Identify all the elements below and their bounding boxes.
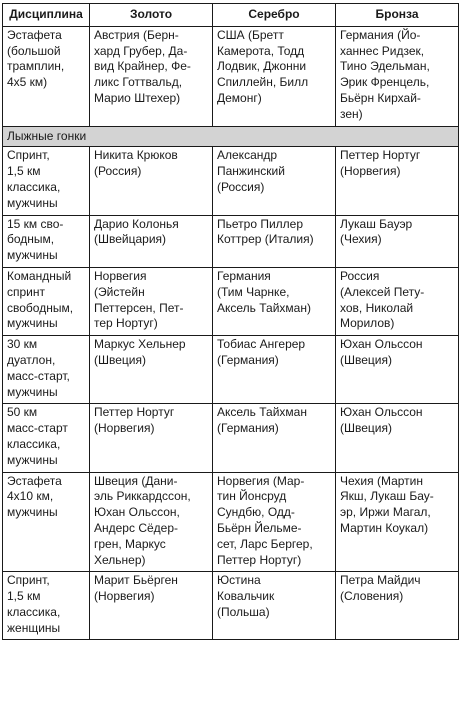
bronze-cell: Юхан Ольссон (Швеция) <box>336 404 459 472</box>
bronze-cell: Петра Майдич (Словения) <box>336 572 459 640</box>
table-row <box>3 147 459 215</box>
discipline-cell: 50 км масс-старт классика, мужчины <box>3 404 90 472</box>
discipline-cell: 15 км сво- бодным, мужчины <box>3 215 90 267</box>
bronze-cell: Россия (Алексей Пету- хов, Николай Морилов) <box>336 267 459 335</box>
gold-cell: Марит Бьёрген (Норвегия) <box>90 572 213 640</box>
gold-cell: Норвегия (Эйстейн Петтерсен, Пет- тер Нортуг) <box>90 267 213 335</box>
table-row <box>3 267 459 335</box>
section-title: Лыжные гонки <box>3 126 459 147</box>
silver-cell: Аксель Тайхман (Германия) <box>213 404 336 472</box>
bronze-cell: Юхан Ольссон (Швеция) <box>336 336 459 404</box>
silver-cell: Пьетро Пиллер Коттрер (Италия) <box>213 215 336 267</box>
discipline-cell: Командный спринт свободным, мужчины <box>3 267 90 335</box>
gold-cell: Дарио Колонья (Швейцария) <box>90 215 213 267</box>
silver-cell: Норвегия (Мар- тин Йонсруд Сундбю, Одд- Бьёрн Йельме- сет, Ларс Бергер, Петтер Нортуг) <box>213 472 336 572</box>
discipline-cell: Эстафета 4x10 км, мужчины <box>3 472 90 572</box>
table-row <box>3 215 459 267</box>
bronze-cell: Германия (Йо- ханнес Ридзек, Тино Эдельман, Эрик Френцель, Бьёрн Кирхай- зен) <box>336 26 459 126</box>
table-row <box>3 472 459 572</box>
header-bronze: Бронза <box>336 4 459 27</box>
silver-cell: Германия (Тим Чарнке, Аксель Тайхман) <box>213 267 336 335</box>
header-gold: Золото <box>90 4 213 27</box>
bronze-cell: Петтер Нортуг (Норвегия) <box>336 147 459 215</box>
bronze-cell: Чехия (Мартин Якш, Лукаш Бау- эр, Иржи Магал, Мартин Коукал) <box>336 472 459 572</box>
silver-cell: Александр Панжинский (Россия) <box>213 147 336 215</box>
medal-table <box>2 3 459 640</box>
gold-cell: Петтер Нортуг (Норвегия) <box>90 404 213 472</box>
gold-cell: Маркус Хельнер (Швеция) <box>90 336 213 404</box>
silver-cell: США (Бретт Камерота, Тодд Лодвик, Джонни Спиллейн, Билл Демонг) <box>213 26 336 126</box>
header-row <box>3 4 459 27</box>
discipline-cell: Эстафета (большой трамплин, 4x5 км) <box>3 26 90 126</box>
silver-cell: Тобиас Ангерер (Германия) <box>213 336 336 404</box>
gold-cell: Швеция (Дани- эль Риккардссон, Юхан Ольссон, Андерс Сёдер- грен, Маркус Хельнер) <box>90 472 213 572</box>
table-row <box>3 336 459 404</box>
header-discipline: Дисциплина <box>3 4 90 27</box>
section-row <box>3 126 459 147</box>
header-silver: Серебро <box>213 4 336 27</box>
bronze-cell: Лукаш Бауэр (Чехия) <box>336 215 459 267</box>
silver-cell: Юстина Ковальчик (Польша) <box>213 572 336 640</box>
table-row <box>3 572 459 640</box>
gold-cell: Никита Крюков (Россия) <box>90 147 213 215</box>
table-row <box>3 26 459 126</box>
discipline-cell: Спринт, 1,5 км классика, мужчины <box>3 147 90 215</box>
discipline-cell: 30 км дуатлон, масс-старт, мужчины <box>3 336 90 404</box>
discipline-cell: Спринт, 1,5 км классика, женщины <box>3 572 90 640</box>
gold-cell: Австрия (Берн- хард Грубер, Да- вид Крайнер, Фе- ликс Готтвальд, Марио Штехер) <box>90 26 213 126</box>
table-row <box>3 404 459 472</box>
